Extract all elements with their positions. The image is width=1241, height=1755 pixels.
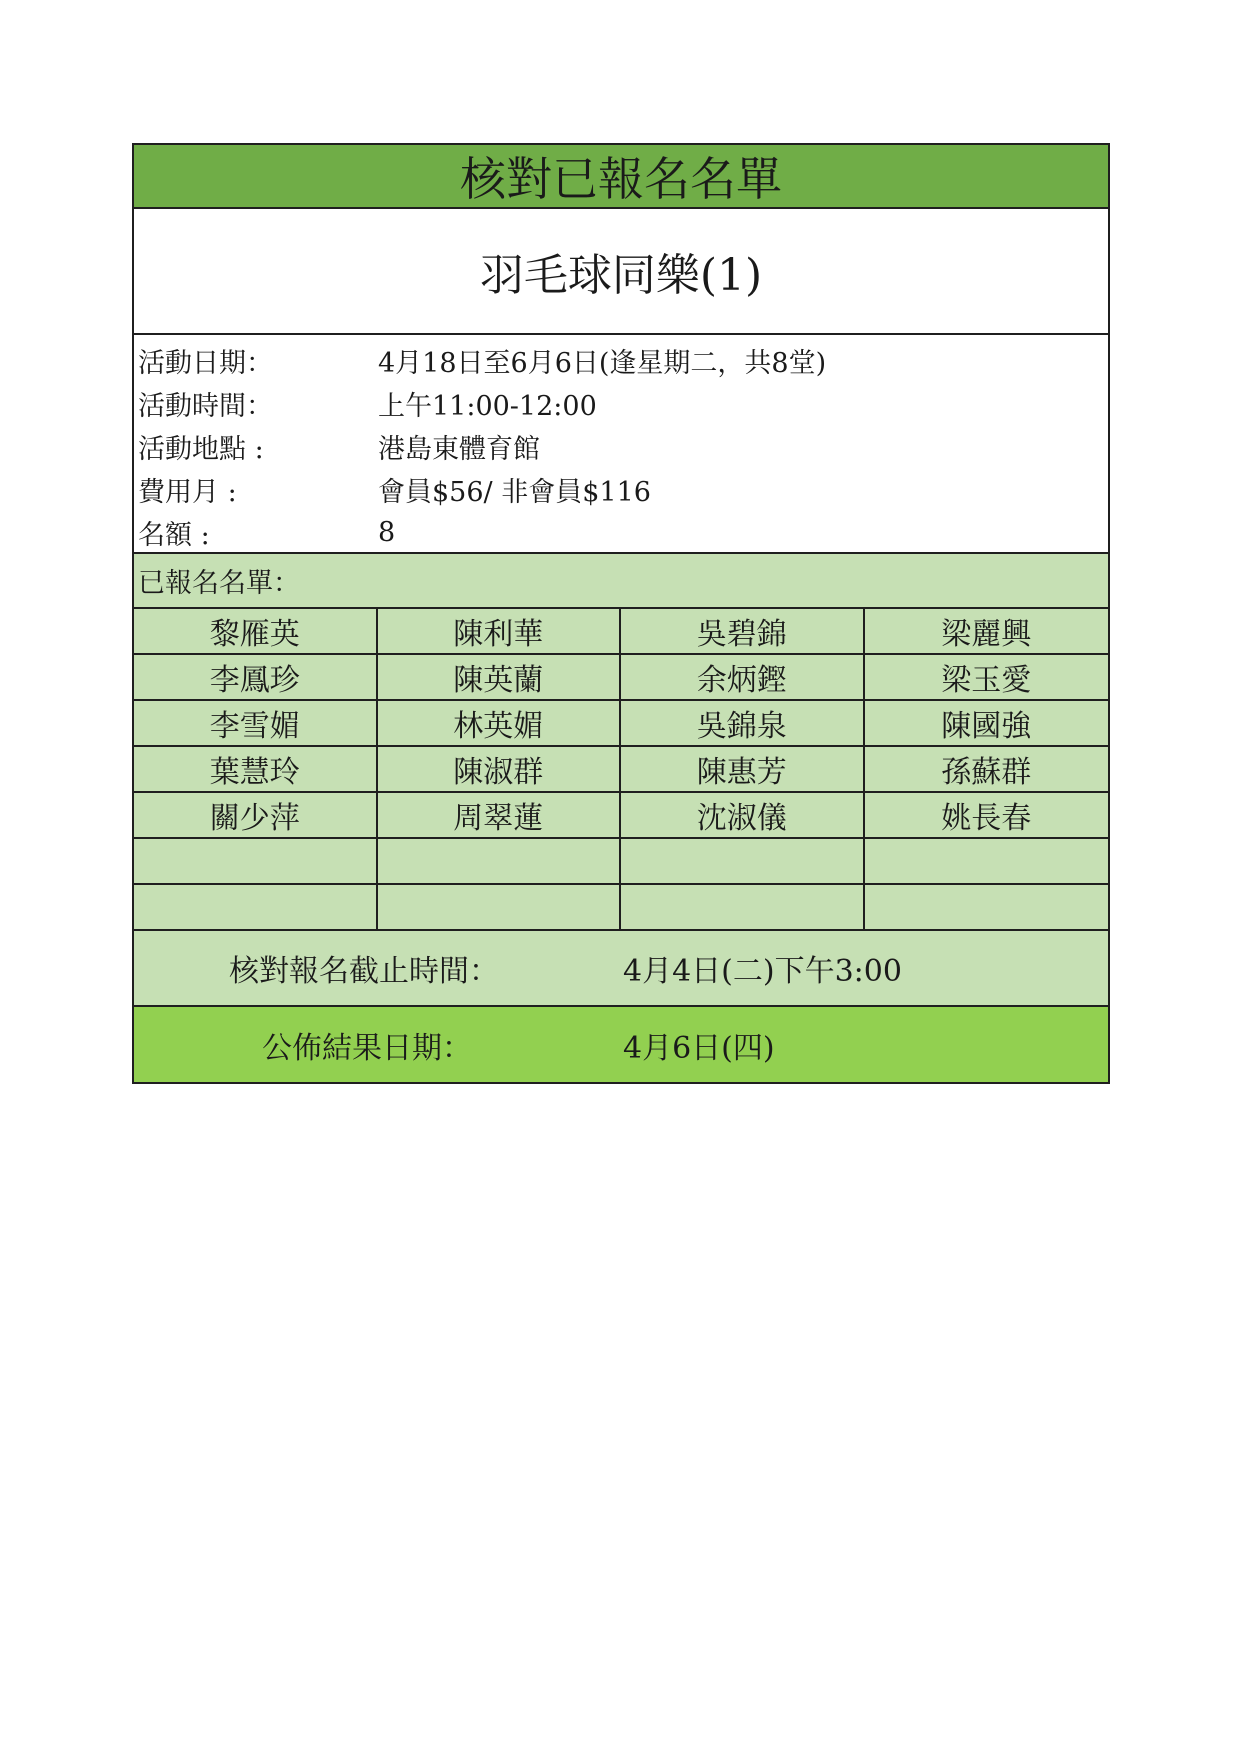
deadline-row xyxy=(134,931,1108,1007)
info-label: 活動時間： xyxy=(138,391,273,422)
registrant-cell: 葉慧玲 xyxy=(134,747,378,793)
registrant-cell: 梁玉愛 xyxy=(865,655,1109,701)
info-value: 8 xyxy=(378,517,396,548)
deadline-value: 4月4日(二)下午3:00 xyxy=(623,954,902,989)
sheet-title: 核對已報名名單 xyxy=(134,145,1108,209)
registrant-cell: 姚長春 xyxy=(865,793,1109,839)
registrant-cell: 沈淑儀 xyxy=(621,793,865,839)
info-label: 活動地點 : xyxy=(138,434,264,465)
registrant-cell: 陳英蘭 xyxy=(378,655,622,701)
info-label: 活動日期： xyxy=(138,348,273,379)
deadline-label: 核對報名截止時間： xyxy=(229,954,499,989)
info-row-quota xyxy=(134,511,1108,554)
registrant-list-header: 已報名名單： xyxy=(134,554,1108,609)
registrant-cell: 孫蘇群 xyxy=(865,747,1109,793)
info-value: 上午11:00-12:00 xyxy=(378,391,597,422)
empty-cell xyxy=(378,839,622,885)
registrant-cell: 李雪媚 xyxy=(134,701,378,747)
registrant-cell: 吳錦泉 xyxy=(621,701,865,747)
registrant-cell: 吳碧錦 xyxy=(621,609,865,655)
info-label: 名額 : xyxy=(138,520,210,551)
info-label: 費用月 : xyxy=(138,477,237,508)
empty-cell xyxy=(134,839,378,885)
result-row xyxy=(134,1007,1108,1082)
empty-cell xyxy=(621,885,865,931)
empty-cell xyxy=(865,839,1109,885)
result-label: 公佈結果日期： xyxy=(262,1030,472,1066)
activity-info xyxy=(134,335,1108,554)
empty-cell xyxy=(621,839,865,885)
registrant-cell: 李鳳珍 xyxy=(134,655,378,701)
registrant-cell: 周翠蓮 xyxy=(378,793,622,839)
activity-name: 羽毛球同樂(1) xyxy=(134,209,1108,335)
info-value: 港島東體育館 xyxy=(378,434,540,465)
empty-cell xyxy=(378,885,622,931)
info-value: 會員$56/ 非會員$116 xyxy=(378,477,651,508)
registrant-cell: 陳國強 xyxy=(865,701,1109,747)
registrant-cell: 陳惠芳 xyxy=(621,747,865,793)
empty-cell xyxy=(134,885,378,931)
empty-cell xyxy=(865,885,1109,931)
registration-sheet xyxy=(132,143,1110,1084)
registrant-cell: 陳利華 xyxy=(378,609,622,655)
registrant-cell: 陳淑群 xyxy=(378,747,622,793)
registrant-cell: 關少萍 xyxy=(134,793,378,839)
info-row-fee xyxy=(134,468,1108,511)
registrant-cell: 黎雁英 xyxy=(134,609,378,655)
info-row-venue xyxy=(134,425,1108,468)
info-row-time xyxy=(134,382,1108,425)
info-row-date xyxy=(134,339,1108,382)
registrant-cell: 余炳鏗 xyxy=(621,655,865,701)
registrant-cell: 林英媚 xyxy=(378,701,622,747)
registrant-cell: 梁麗興 xyxy=(865,609,1109,655)
info-value: 4月18日至6月6日(逢星期二，共8堂) xyxy=(378,348,827,379)
registrant-grid xyxy=(134,609,1108,931)
result-value: 4月6日(四) xyxy=(623,1030,775,1066)
